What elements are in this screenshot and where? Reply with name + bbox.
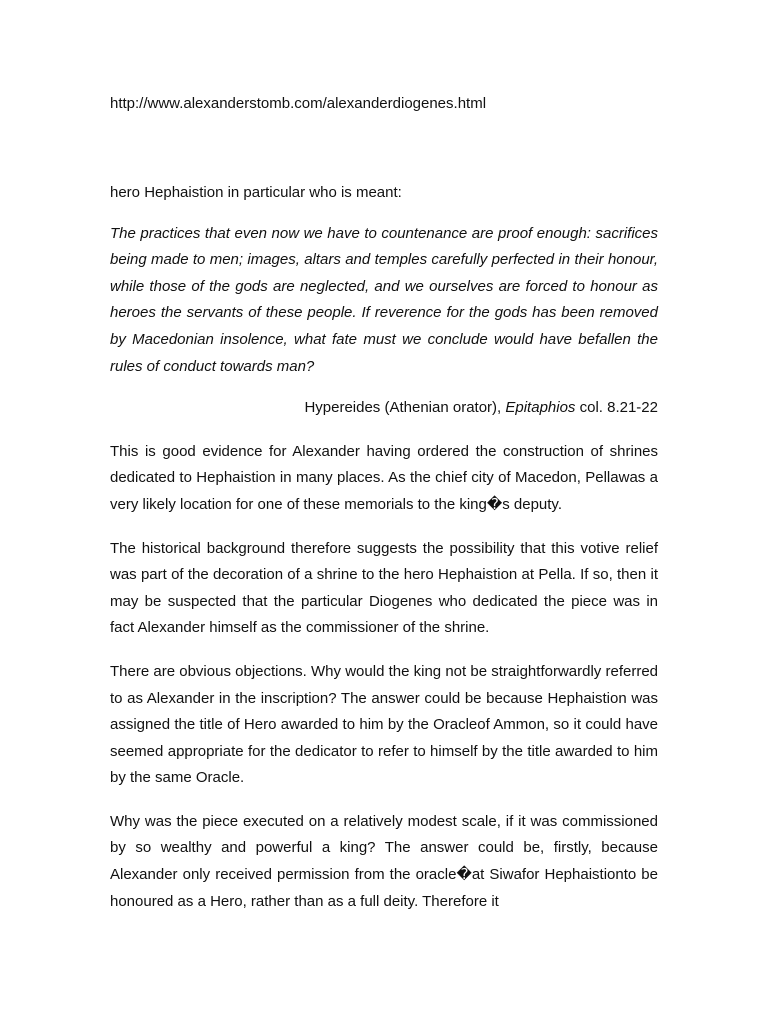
document-page: [110, 0, 658, 1024]
paragraph-1: This is good evidence for Alexander having ordered the construction of shrines dedicated to Hephaistion in many places. As the chief city of Macedon, Pellawas a very likely location for one of these memorials to the king�s deputy.: [110, 442, 658, 513]
quote-attribution: [110, 395, 658, 422]
paragraph-4: Why was the piece executed on a relatively modest scale, if it was commissioned by so wealthy and powerful a king? The answer could be, firstly, because Alexander only received permission from the oracle�at Siwafor Hephaistionto be honoured as a Hero, rather than as a full deity. Therefore it: [110, 812, 658, 910]
block-quote: The practices that even now we have to countenance are proof enough: sacrifices being made to men; images, altars and temples carefully perfected in their honour, while those of the gods are neglected, and we ourselves are forced to honour as heroes the servants of these people. If reverence for the gods has been removed by Macedonian insolence, what fate must we conclude would have befallen the rules of conduct towards man?: [110, 224, 658, 375]
attribution-citation: col. 8.21-22: [575, 399, 658, 417]
document-body: [110, 180, 658, 932]
attribution-work: Epitaphios: [505, 399, 576, 417]
paragraph-2: The historical background therefore suggests the possibility that this votive relief was part of the decoration of a shrine to the hero Hephaistion at Pella. If so, then it may be suspected that the particular Diogenes who dedicated the piece was in fact Alexander himself as the commissioner of the shrine.: [110, 539, 658, 637]
paragraph-3: There are obvious objections. Why would the king not be straightforwardly referred to as Alexander in the inscription? The answer could be because Hephaistion was assigned the title of Hero awarded to him by the Oracleof Ammon, so it could have seemed appropriate for the dedicator to refer to himself by the title awarded to him by the same Oracle.: [110, 662, 658, 787]
attribution-author: Hypereides (Athenian orator),: [304, 399, 506, 417]
source-url: http://www.alexanderstomb.com/alexanderdiogenes.html: [110, 95, 487, 112]
intro-line: hero Hephaistion in particular who is meant:: [110, 184, 402, 201]
